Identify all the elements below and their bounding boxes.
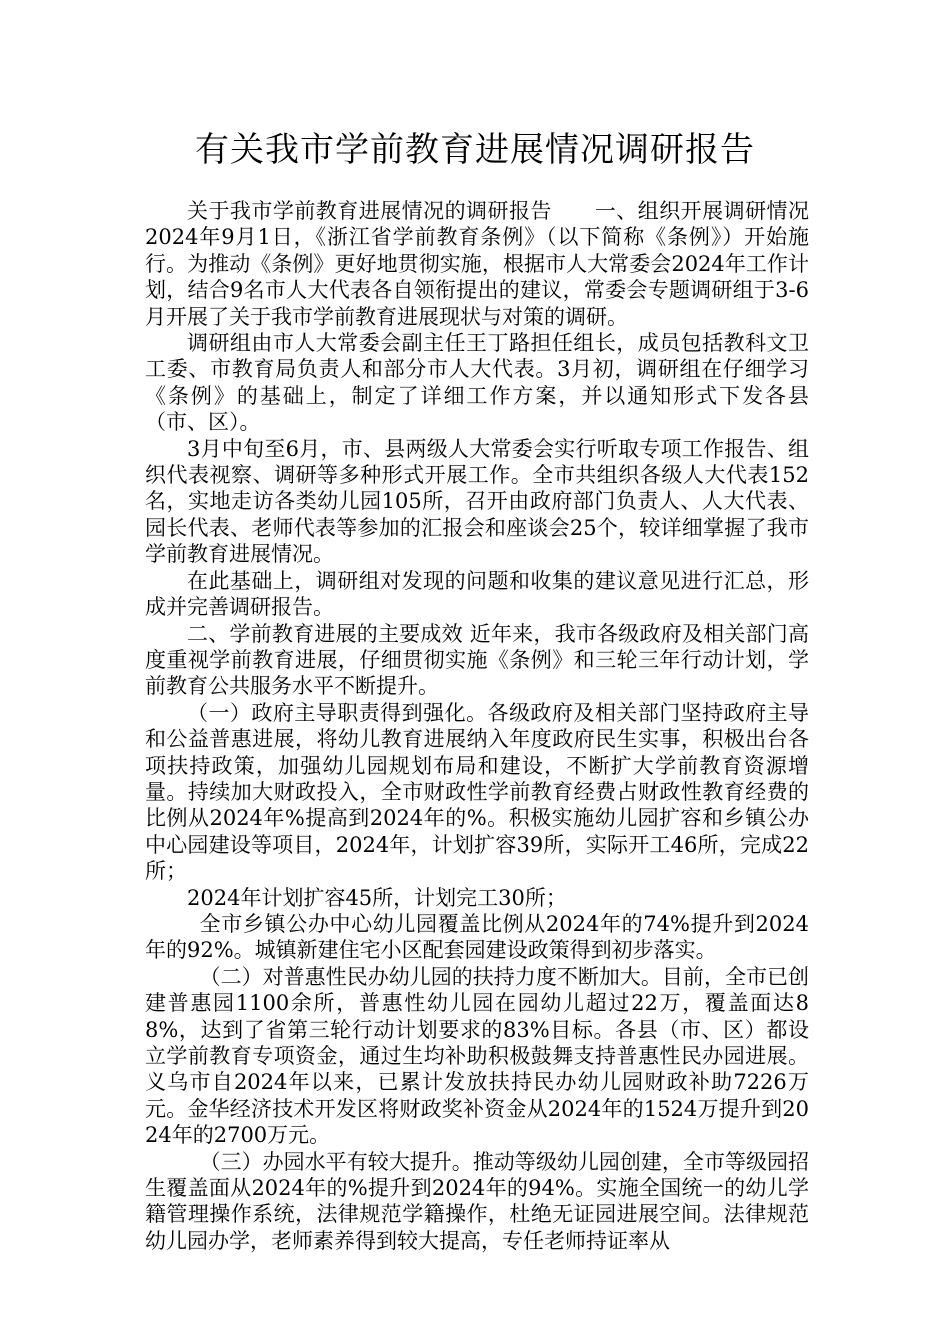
document-title: 有关我市学前教育进展情况调研报告: [195, 130, 755, 170]
paragraph-government-role: （一）政府主导职责得到强化。各级政府及相关部门坚持政府主导和公益普惠进展，将幼儿教育进展纳入年度政府民生实事，积极出台各项扶持政策，加强幼儿园规划布局和建设，不断扩大学前教育资源增量。持续加大财政投入，全市财政性学前教育经费占财政性教育经费的比例从2024年%提高到2024年的%。积极实施幼儿园扩容和乡镇公办中心园建设等项目，2024年，计划扩容39所，实际开工46所，完成22所；: [145, 700, 809, 884]
paragraph-quality: （三）办园水平有较大提升。推动等级幼儿园创建，全市等级园招生覆盖面从2024年的%提升到2024年的94%。实施全国统一的幼儿学籍管理操作系统，法律规范学籍操作，杜绝无证园进展空间。法律规范幼儿园办学，老师素养得到较大提高，专任老师持证率从: [145, 1149, 809, 1253]
paragraph-private-support: （二）对普惠性民办幼儿园的扶持力度不断加大。目前，全市已创建普惠园1100余所，普惠性幼儿园在园幼儿超过22万，覆盖面达88%，达到了省第三轮行动计划要求的83%目标。各县（市、区）都设立学前教育专项资金，通过生均补助积极鼓舞支持普惠性民办园进展。义乌市自2024年以来，已累计发放扶持民办幼儿园财政补助7226万元。金华经济技术开发区将财政奖补资金从2024年的1524万提升到2024年的2700万元。: [145, 964, 809, 1148]
paragraph-expansion-plan: 2024年计划扩容45所，计划完工30所；: [187, 885, 567, 910]
paragraph-intro: 关于我市学前教育进展情况的调研报告 一、组织开展调研情况 2024年9月1日，《浙江省学前教育条例》（以下简称《条例》）开始施行。为推动《条例》更好地贯彻实施，根据市人大常委会2024年工作计划，结合9名市人大代表各自领衔提出的建议，常委会专题调研组于3-6月开展了关于我市学前教育进展现状与对策的调研。: [145, 199, 809, 329]
paragraph-team: 调研组由市人大常委会副主任王丁路担任组长，成员包括教科文卫工委、市教育局负责人和部分市人大代表。3月初，调研组在仔细学习《条例》的基础上，制定了详细工作方案，并以通知形式下发各县（市、区）。: [145, 331, 809, 435]
paragraph-coverage: 全市乡镇公办中心幼儿园覆盖比例从2024年的74%提升到2024年的92%。城镇新建住宅小区配套园建设政策得到初步落实。: [145, 911, 809, 963]
document-body: [145, 198, 809, 1254]
paragraph-activities: 3月中旬至6月，市、县两级人大常委会实行听取专项工作报告、组织代表视察、调研等多种形式开展工作。全市共组织各级人大代表152名，实地走访各类幼儿园105所，召开由政府部门负责人、人大代表、园长代表、老师代表等参加的汇报会和座谈会25个，较详细掌握了我市学前教育进展情况。: [145, 436, 809, 567]
paragraph-section-two-heading: 二、学前教育进展的主要成效 近年来，我市各级政府及相关部门高度重视学前教育进展，仔细贯彻实施《条例》和三轮三年行动计划，学前教育公共服务水平不断提升。: [145, 621, 809, 699]
paragraph-summary: 在此基础上，调研组对发现的问题和收集的建议意见进行汇总，形成并完善调研报告。: [145, 568, 809, 620]
